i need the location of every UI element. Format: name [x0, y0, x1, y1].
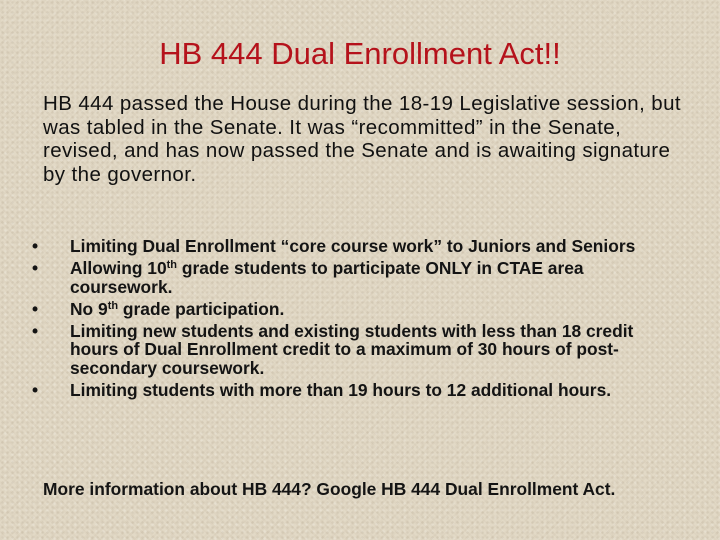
bullet-text: Limiting students with more than 19 hours to 12 additional hours.	[70, 379, 612, 400]
bullet-icon: •	[31, 320, 39, 341]
ordinal-suffix: th	[107, 299, 119, 312]
bullet-icon: •	[31, 258, 39, 278]
bullet-item	[26, 381, 686, 400]
bullet-text-start: No 9	[70, 298, 108, 319]
bullet-icon: •	[31, 379, 39, 400]
footer-note: More information about HB 444? Google HB 444 Dual Enrollment Act.	[43, 479, 616, 499]
bullet-text-end: grade participation.	[118, 298, 285, 319]
intro-paragraph: HB 444 passed the House during the 18-19 Legislative session, but was tabled in the Senate. It was “recommitted” in the Senate, revised, and has now passed the Senate and is awaiting signature by the governor.	[43, 92, 681, 186]
bullet-icon: •	[31, 298, 39, 319]
bullet-icon: •	[31, 236, 39, 256]
bullet-list	[26, 237, 686, 403]
bullet-text-end: grade students to participate ONLY in CTAE area coursework.	[70, 258, 584, 297]
bullet-item	[26, 259, 686, 296]
bullet-text-start: Allowing 10	[70, 258, 167, 278]
ordinal-suffix: th	[166, 259, 178, 271]
slide-title: HB 444 Dual Enrollment Act!!	[159, 36, 561, 71]
bullet-text: Limiting Dual Enrollment “core course work” to Juniors and Seniors	[70, 236, 636, 256]
bullet-text: Limiting new students and existing students with less than 18 credit hours of Dual Enrollment credit to a maximum of 30 hours of post-secondary coursework.	[70, 320, 634, 378]
bullet-item	[26, 237, 686, 256]
bullet-item	[26, 300, 686, 319]
bullet-item	[26, 322, 686, 378]
